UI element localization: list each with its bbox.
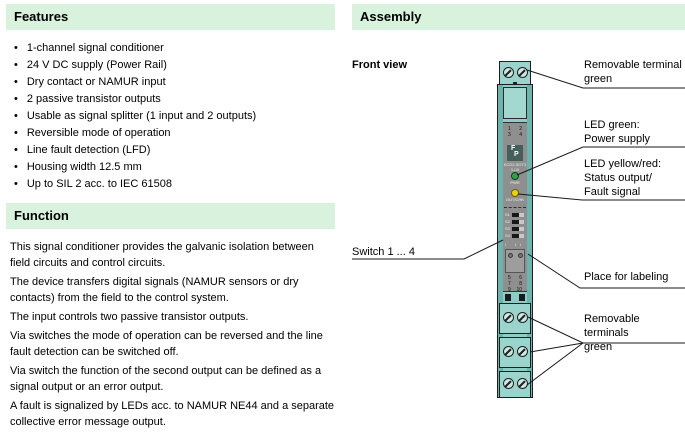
function-paragraph: A fault is signalized by LEDs acc. to NAMUR NE44 and a separate collective error message output. [10, 400, 335, 428]
dip-switch-label: S2 [505, 219, 510, 224]
callout-led-yellow-red [584, 157, 661, 199]
terminal-numbers-bottom [506, 275, 524, 293]
terminal-number: 6 [519, 275, 522, 281]
assembly-title: Assembly [360, 9, 422, 24]
housing-top-section [503, 87, 527, 119]
model-line: KCD2-SOT3 [503, 162, 527, 167]
feature-item: • 1-channel signal conditioner [14, 40, 256, 57]
dip-switch-label: S3 [505, 226, 510, 231]
feature-item: • Reversible mode of operation [14, 125, 256, 142]
callout-line: Place for labeling [584, 271, 669, 283]
panel-divider [504, 207, 526, 208]
terminal-number: 4 [519, 132, 522, 138]
screw-icon [503, 378, 514, 389]
feature-item: • Dry contact or NAMUR input [14, 74, 256, 91]
dip-switch [504, 211, 526, 218]
callout-removable-terminals [584, 312, 685, 354]
dip-switch-block [504, 211, 526, 239]
callout-removable-terminal [584, 58, 682, 86]
dip-switch-scale: I II [504, 242, 526, 247]
pf-logo-icon [507, 145, 523, 161]
dip-switch-slider [512, 234, 524, 238]
terminal-numbers-top [506, 126, 524, 138]
model-label [503, 163, 527, 172]
callout-line: LED green: [584, 119, 640, 131]
features-header [6, 4, 335, 30]
dip-switch-slider [512, 220, 524, 224]
feature-item: • 24 V DC supply (Power Rail) [14, 57, 256, 74]
bottom-terminal-block [499, 303, 531, 334]
callout-led-green [584, 118, 650, 146]
power-led-icon [511, 172, 519, 180]
callout-line: Power supply [584, 133, 651, 145]
callout-line: green [584, 341, 613, 353]
assembly-header [352, 4, 685, 30]
model-line: 1.LB [510, 166, 520, 172]
callout-line: green [584, 73, 613, 85]
terminal-number: 1 [508, 126, 511, 132]
callout-line: Removable terminal [584, 59, 682, 71]
status-led-label: OUT/CHK [506, 197, 524, 202]
status-led-icon [511, 189, 519, 197]
terminal-number: 8 [519, 281, 522, 287]
switch-label: Switch 1 ... 4 [352, 246, 415, 258]
callout-line: LED yellow/red: [584, 158, 662, 170]
top-terminal-block [499, 61, 531, 86]
dip-switch-slider [512, 213, 524, 217]
dip-switch [504, 225, 526, 232]
terminal-number: 2 [519, 126, 522, 132]
function-title: Function [14, 208, 69, 223]
dip-switch [504, 218, 526, 225]
plate-hole [518, 253, 523, 258]
labeling-plate [505, 249, 525, 273]
screw-icon [503, 67, 514, 78]
screw-icon [517, 312, 528, 323]
pf-logo-letter: P [514, 151, 519, 158]
terminal-number: 3 [508, 132, 511, 138]
screw-icon [517, 378, 528, 389]
callout-line: Fault signal [584, 186, 641, 198]
terminal-number: 9 [508, 287, 511, 293]
function-paragraph: The device transfers digital signals (NAMUR sensors or dry contacts) from the field to the control system. [10, 276, 299, 304]
terminal-clamp [505, 294, 511, 301]
feature-item: • Up to SIL 2 acc. to IEC 61508 [14, 176, 256, 193]
bottom-terminal-block [499, 337, 531, 368]
function-paragraph: This signal conditioner provides the galvanic isolation between field circuits and control circuits. [10, 241, 314, 269]
dip-switch-label: S4 [505, 233, 510, 238]
plate-hole [508, 253, 513, 258]
feature-item: • 2 passive transistor outputs [14, 91, 256, 108]
pf-logo-letter: F [511, 145, 516, 152]
function-paragraph: The input controls two passive transistor outputs. [10, 311, 249, 323]
dip-switch-label: S1 [505, 212, 510, 217]
dip-switch [504, 232, 526, 239]
screw-icon [503, 312, 514, 323]
callout-line: Status output/ [584, 172, 652, 184]
screw-icon [517, 67, 528, 78]
power-led-label: PWR [510, 180, 520, 185]
feature-item: • Usable as signal splitter (1 input and 2 outputs) [14, 108, 256, 125]
dip-switch-slider [512, 227, 524, 231]
terminal-clamp [519, 294, 525, 301]
terminal-number: 10 [516, 287, 522, 293]
features-title: Features [14, 9, 69, 24]
terminal-number: 5 [508, 275, 511, 281]
screw-icon [517, 346, 528, 357]
terminal-number: 7 [508, 281, 511, 287]
feature-item: • Line fault detection (LFD) [14, 142, 256, 159]
bottom-terminal-block [499, 371, 531, 398]
function-paragraph: Via switches the mode of operation can be reversed and the line fault detection can be switched off. [10, 330, 323, 358]
front-view-label: Front view [352, 59, 408, 71]
feature-item: • Housing width 12.5 mm [14, 159, 256, 176]
function-text [10, 239, 336, 433]
callout-place-for-labeling [584, 270, 668, 284]
front-panel [503, 122, 527, 292]
function-paragraph: Via switch the function of the second output can be defined as a signal output or an error output. [10, 365, 322, 393]
screw-icon [503, 346, 514, 357]
features-list [14, 40, 256, 193]
callout-line: Removable terminals [584, 313, 640, 339]
function-header [6, 203, 335, 229]
